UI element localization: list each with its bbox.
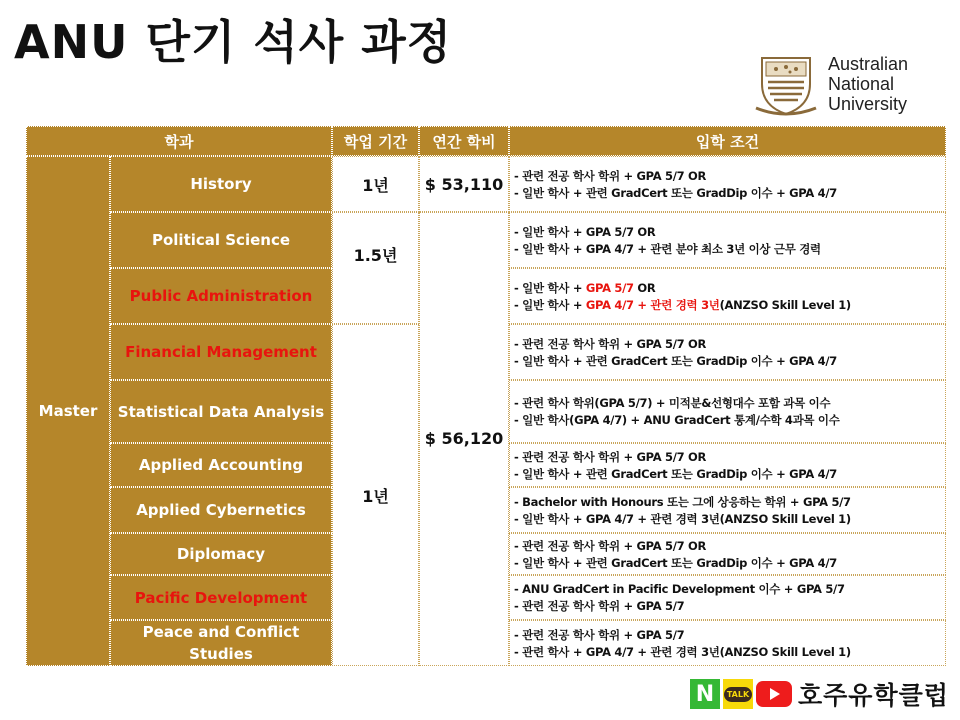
header-requirements: 입학 조건 xyxy=(509,126,946,156)
level-master: Master xyxy=(26,156,110,666)
req-line: - 일반 학사 + 관련 GradCert 또는 GradDip 이수 + GPA 4/7 xyxy=(514,555,837,570)
duration-1-year: 1년 xyxy=(332,324,419,666)
req-line: - 일반 학사 + GPA 4/7 + 관련 경력 3년(ANZSO Skill Level 1) xyxy=(514,297,851,312)
req-line: - 관련 전공 학사 학위 + GPA 5/7 OR xyxy=(514,449,707,464)
logo-line: University xyxy=(828,94,908,114)
program-statistical-data-analysis: Statistical Data Analysis xyxy=(110,380,332,443)
logo-line: National xyxy=(828,74,895,94)
header-program: 학과 xyxy=(26,126,332,156)
program-financial-management: Financial Management xyxy=(110,324,332,380)
talk-label: TALK xyxy=(724,687,752,702)
req-pacific-development xyxy=(509,575,946,620)
req-public-administration xyxy=(509,268,946,324)
req-history xyxy=(509,156,946,212)
req-line: - Bachelor with Honours 또는 그에 상응하는 학위 + GPA 5/7 xyxy=(514,494,851,509)
req-financial-management xyxy=(509,324,946,380)
req-line: - 일반 학사 + GPA 5/7 OR xyxy=(514,280,656,295)
programs-table xyxy=(26,126,946,666)
program-pacific-development: Pacific Development xyxy=(110,575,332,620)
req-line: - 관련 전공 학사 학위 + GPA 5/7 OR xyxy=(514,538,707,553)
program-peace-conflict-studies: Peace and Conflict Studies xyxy=(110,620,332,666)
header-duration: 학업 기간 xyxy=(332,126,419,156)
duration-history: 1년 xyxy=(332,156,419,212)
req-line: - 일반 학사 + GPA 4/7 + 관련 분야 최소 3년 이상 근무 경력 xyxy=(514,241,821,256)
req-line: - 일반 학사 + GPA 4/7 + 관련 경력 3년(ANZSO Skill Level 1) xyxy=(514,511,851,526)
kakaotalk-icon[interactable] xyxy=(723,679,753,709)
youtube-icon[interactable] xyxy=(756,681,792,707)
req-line: - 관련 학사 + GPA 4/7 + 관련 경력 3년(ANZSO Skill Level 1) xyxy=(514,644,851,659)
req-line: - 일반 학사 + 관련 GradCert 또는 GradDip 이수 + GPA 4/7 xyxy=(514,466,837,481)
req-political-science xyxy=(509,212,946,268)
brand-footer xyxy=(690,676,949,712)
req-line: - 일반 학사 + 관련 GradCert 또는 GradDip 이수 + GPA 4/7 xyxy=(514,353,837,368)
req-line: - 관련 전공 학사 학위 + GPA 5/7 OR xyxy=(514,168,707,183)
logo-line: Australian xyxy=(828,54,909,74)
naver-icon[interactable]: N xyxy=(690,679,720,709)
req-applied-accounting xyxy=(509,443,946,487)
brand-name: 호주유학클럽 xyxy=(798,681,949,710)
anu-crest-icon xyxy=(752,50,820,118)
req-line: - 관련 전공 학사 학위 + GPA 5/7 xyxy=(514,599,685,613)
req-statistical-data-analysis xyxy=(509,380,946,443)
program-political-science: Political Science xyxy=(110,212,332,268)
req-diplomacy xyxy=(509,533,946,575)
req-line: - ANU GradCert in Pacific Development 이수 + GPA 5/7 xyxy=(514,582,845,596)
req-line: - 관련 전공 학사 학위 + GPA 5/7 xyxy=(514,627,685,642)
req-line: - 관련 전공 학사 학위 + GPA 5/7 OR xyxy=(514,336,707,351)
program-applied-cybernetics: Applied Cybernetics xyxy=(110,487,332,533)
program-history: History xyxy=(110,156,332,212)
program-public-administration: Public Administration xyxy=(110,268,332,324)
req-line: - 일반 학사 + GPA 5/7 OR xyxy=(514,224,656,239)
program-diplomacy: Diplomacy xyxy=(110,533,332,575)
duration-1-5-years: 1.5년 xyxy=(332,212,419,324)
req-peace-conflict-studies xyxy=(509,620,946,666)
req-line: - 일반 학사 + 관련 GradCert 또는 GradDip 이수 + GPA 4/7 xyxy=(514,185,837,200)
page-title: ANU 단기 석사 과정 xyxy=(14,15,453,69)
tuition-other: $ 56,120 xyxy=(419,212,509,666)
program-applied-accounting: Applied Accounting xyxy=(110,443,332,487)
anu-logo xyxy=(752,50,932,122)
header-tuition: 연간 학비 xyxy=(419,126,509,156)
req-line: - 관련 학사 학위(GPA 5/7) + 미적분&선형대수 포함 과목 이수 xyxy=(514,396,831,410)
req-applied-cybernetics xyxy=(509,487,946,533)
req-line: - 일반 학사(GPA 4/7) + ANU GradCert 통계/수학 4과목 이수 xyxy=(514,413,840,427)
tuition-history: $ 53,110 xyxy=(419,156,509,212)
